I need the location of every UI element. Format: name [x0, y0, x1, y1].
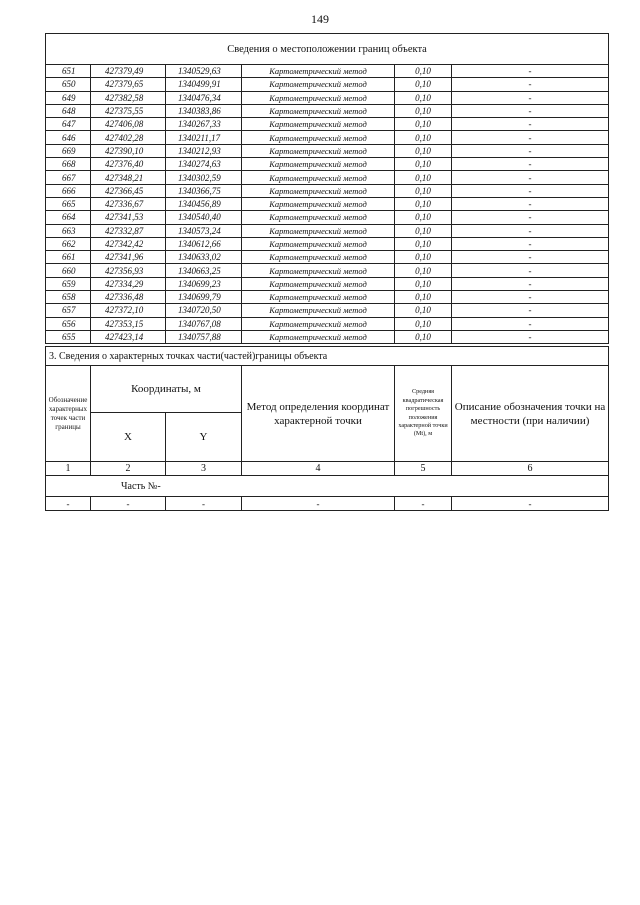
empty-cell: -	[166, 497, 242, 511]
point-number-cell: 661	[46, 251, 91, 264]
method-cell: Картометрический метод	[242, 304, 395, 317]
point-number-cell: 651	[46, 65, 91, 78]
method-cell: Картометрический метод	[242, 317, 395, 330]
method-cell: Картометрический метод	[242, 184, 395, 197]
y-coordinate-cell: 1340699,23	[166, 277, 242, 290]
description-cell: -	[452, 330, 609, 343]
column-number: 6	[452, 462, 609, 476]
method-cell: Картометрический метод	[242, 237, 395, 250]
error-cell: 0,10	[395, 291, 452, 304]
description-cell: -	[452, 118, 609, 131]
y-coordinate-cell: 1340211,17	[166, 131, 242, 144]
point-number-cell: 659	[46, 277, 91, 290]
table-row	[46, 224, 609, 237]
coordinates-header: Координаты, м	[91, 366, 242, 413]
x-coordinate-cell: 427402,28	[91, 131, 166, 144]
x-coordinate-cell: 427342,42	[91, 237, 166, 250]
point-number-cell: 667	[46, 171, 91, 184]
x-coordinate-cell: 427423,14	[91, 330, 166, 343]
description-cell: -	[452, 158, 609, 171]
empty-cell: -	[395, 497, 452, 511]
table-row	[46, 237, 609, 250]
x-coordinate-cell: 427353,15	[91, 317, 166, 330]
y-coordinate-cell: 1340757,88	[166, 330, 242, 343]
description-cell: -	[452, 224, 609, 237]
error-cell: 0,10	[395, 118, 452, 131]
y-coordinate-cell: 1340267,33	[166, 118, 242, 131]
x-coordinate-cell: 427356,93	[91, 264, 166, 277]
table-row	[46, 118, 609, 131]
method-cell: Картометрический метод	[242, 264, 395, 277]
method-cell: Картометрический метод	[242, 65, 395, 78]
y-coordinate-cell: 1340476,34	[166, 91, 242, 104]
error-header: Средняя квадратическая погрешность положения характерной точки (Mt), м	[395, 366, 452, 462]
point-number-cell: 650	[46, 78, 91, 91]
point-number-cell: 648	[46, 104, 91, 117]
description-cell: -	[452, 91, 609, 104]
page-number: 149	[311, 12, 329, 26]
boundary-section-title: Сведения о местоположении границ объекта	[46, 34, 609, 65]
description-cell: -	[452, 171, 609, 184]
point-number-cell: 664	[46, 211, 91, 224]
table-row	[46, 264, 609, 277]
part-label: Часть №-	[46, 476, 609, 497]
designation-header: Обозначение характерных точек части границы	[46, 366, 91, 462]
table-row	[46, 78, 609, 91]
description-cell: -	[452, 104, 609, 117]
method-cell: Картометрический метод	[242, 131, 395, 144]
error-cell: 0,10	[395, 304, 452, 317]
error-cell: 0,10	[395, 131, 452, 144]
x-coordinate-cell: 427334,29	[91, 277, 166, 290]
point-number-cell: 669	[46, 144, 91, 157]
method-cell: Картометрический метод	[242, 144, 395, 157]
point-number-cell: 665	[46, 197, 91, 210]
error-cell: 0,10	[395, 104, 452, 117]
x-coordinate-cell: 427379,49	[91, 65, 166, 78]
point-number-cell: 647	[46, 118, 91, 131]
y-coordinate-cell: 1340383,86	[166, 104, 242, 117]
y-coordinate-cell: 1340573,24	[166, 224, 242, 237]
y-coordinate-cell: 1340540,40	[166, 211, 242, 224]
table-row	[46, 317, 609, 330]
error-cell: 0,10	[395, 224, 452, 237]
y-coordinate-cell: 1340633,02	[166, 251, 242, 264]
method-cell: Картометрический метод	[242, 251, 395, 264]
empty-cell: -	[242, 497, 395, 511]
error-cell: 0,10	[395, 184, 452, 197]
error-cell: 0,10	[395, 330, 452, 343]
description-cell: -	[452, 237, 609, 250]
error-cell: 0,10	[395, 144, 452, 157]
part-points-table	[45, 346, 609, 511]
description-header: Описание обозначения точки на местности (при наличии)	[452, 366, 609, 462]
y-coordinate-cell: 1340767,08	[166, 317, 242, 330]
column-number: 4	[242, 462, 395, 476]
point-number-cell: 660	[46, 264, 91, 277]
x-coordinate-cell: 427390,10	[91, 144, 166, 157]
description-cell: -	[452, 131, 609, 144]
x-coordinate-cell: 427366,45	[91, 184, 166, 197]
column-number: 5	[395, 462, 452, 476]
x-coordinate-cell: 427375,55	[91, 104, 166, 117]
part-section-title: 3. Сведения о характерных точках части(частей)границы объекта	[46, 347, 609, 366]
y-coordinate-cell: 1340212,93	[166, 144, 242, 157]
description-cell: -	[452, 251, 609, 264]
x-coordinate-cell: 427382,58	[91, 91, 166, 104]
table-row	[46, 65, 609, 78]
table-row	[46, 158, 609, 171]
error-cell: 0,10	[395, 237, 452, 250]
x-coordinate-cell: 427379,65	[91, 78, 166, 91]
method-cell: Картометрический метод	[242, 158, 395, 171]
method-cell: Картометрический метод	[242, 171, 395, 184]
method-cell: Картометрический метод	[242, 91, 395, 104]
description-cell: -	[452, 78, 609, 91]
y-coordinate-cell: 1340366,75	[166, 184, 242, 197]
method-cell: Картометрический метод	[242, 104, 395, 117]
empty-cell: -	[46, 497, 91, 511]
point-number-cell: 649	[46, 91, 91, 104]
description-cell: -	[452, 65, 609, 78]
table-row	[46, 144, 609, 157]
description-cell: -	[452, 277, 609, 290]
method-cell: Картометрический метод	[242, 291, 395, 304]
x-header: X	[91, 413, 166, 462]
y-header: Y	[166, 413, 242, 462]
x-coordinate-cell: 427406,08	[91, 118, 166, 131]
y-coordinate-cell: 1340529,63	[166, 65, 242, 78]
column-number: 3	[166, 462, 242, 476]
method-cell: Картометрический метод	[242, 78, 395, 91]
point-number-cell: 656	[46, 317, 91, 330]
boundary-table	[45, 33, 609, 344]
x-coordinate-cell: 427376,40	[91, 158, 166, 171]
point-number-cell: 662	[46, 237, 91, 250]
y-coordinate-cell: 1340663,25	[166, 264, 242, 277]
description-cell: -	[452, 197, 609, 210]
table-row	[46, 197, 609, 210]
point-number-cell: 646	[46, 131, 91, 144]
point-number-cell: 666	[46, 184, 91, 197]
y-coordinate-cell: 1340612,66	[166, 237, 242, 250]
method-cell: Картометрический метод	[242, 277, 395, 290]
x-coordinate-cell: 427348,21	[91, 171, 166, 184]
empty-cell: -	[452, 497, 609, 511]
method-cell: Картометрический метод	[242, 330, 395, 343]
table-row	[46, 251, 609, 264]
table-row	[46, 304, 609, 317]
table-row	[46, 277, 609, 290]
table-row	[46, 104, 609, 117]
point-number-cell: 668	[46, 158, 91, 171]
method-cell: Картометрический метод	[242, 118, 395, 131]
description-cell: -	[452, 211, 609, 224]
method-cell: Картометрический метод	[242, 197, 395, 210]
y-coordinate-cell: 1340499,91	[166, 78, 242, 91]
x-coordinate-cell: 427341,53	[91, 211, 166, 224]
method-cell: Картометрический метод	[242, 211, 395, 224]
y-coordinate-cell: 1340456,89	[166, 197, 242, 210]
table-row	[46, 91, 609, 104]
error-cell: 0,10	[395, 78, 452, 91]
error-cell: 0,10	[395, 264, 452, 277]
point-number-cell: 657	[46, 304, 91, 317]
error-cell: 0,10	[395, 197, 452, 210]
error-cell: 0,10	[395, 211, 452, 224]
table-row	[46, 291, 609, 304]
table-row	[46, 131, 609, 144]
description-cell: -	[452, 304, 609, 317]
point-number-cell: 663	[46, 224, 91, 237]
x-coordinate-cell: 427332,87	[91, 224, 166, 237]
x-coordinate-cell: 427336,67	[91, 197, 166, 210]
x-coordinate-cell: 427341,96	[91, 251, 166, 264]
y-coordinate-cell: 1340699,79	[166, 291, 242, 304]
error-cell: 0,10	[395, 158, 452, 171]
method-cell: Картометрический метод	[242, 224, 395, 237]
x-coordinate-cell: 427372,10	[91, 304, 166, 317]
description-cell: -	[452, 144, 609, 157]
column-number: 1	[46, 462, 91, 476]
description-cell: -	[452, 291, 609, 304]
y-coordinate-cell: 1340720,50	[166, 304, 242, 317]
description-cell: -	[452, 317, 609, 330]
point-number-cell: 658	[46, 291, 91, 304]
error-cell: 0,10	[395, 91, 452, 104]
error-cell: 0,10	[395, 171, 452, 184]
y-coordinate-cell: 1340274,63	[166, 158, 242, 171]
description-cell: -	[452, 184, 609, 197]
x-coordinate-cell: 427336,48	[91, 291, 166, 304]
error-cell: 0,10	[395, 65, 452, 78]
error-cell: 0,10	[395, 251, 452, 264]
table-row	[46, 171, 609, 184]
column-number: 2	[91, 462, 166, 476]
description-cell: -	[452, 264, 609, 277]
error-cell: 0,10	[395, 277, 452, 290]
y-coordinate-cell: 1340302,59	[166, 171, 242, 184]
table-row	[46, 184, 609, 197]
point-number-cell: 655	[46, 330, 91, 343]
error-cell: 0,10	[395, 317, 452, 330]
method-header: Метод определения координат характерной точки	[242, 366, 395, 462]
table-row	[46, 330, 609, 343]
empty-cell: -	[91, 497, 166, 511]
table-row	[46, 211, 609, 224]
